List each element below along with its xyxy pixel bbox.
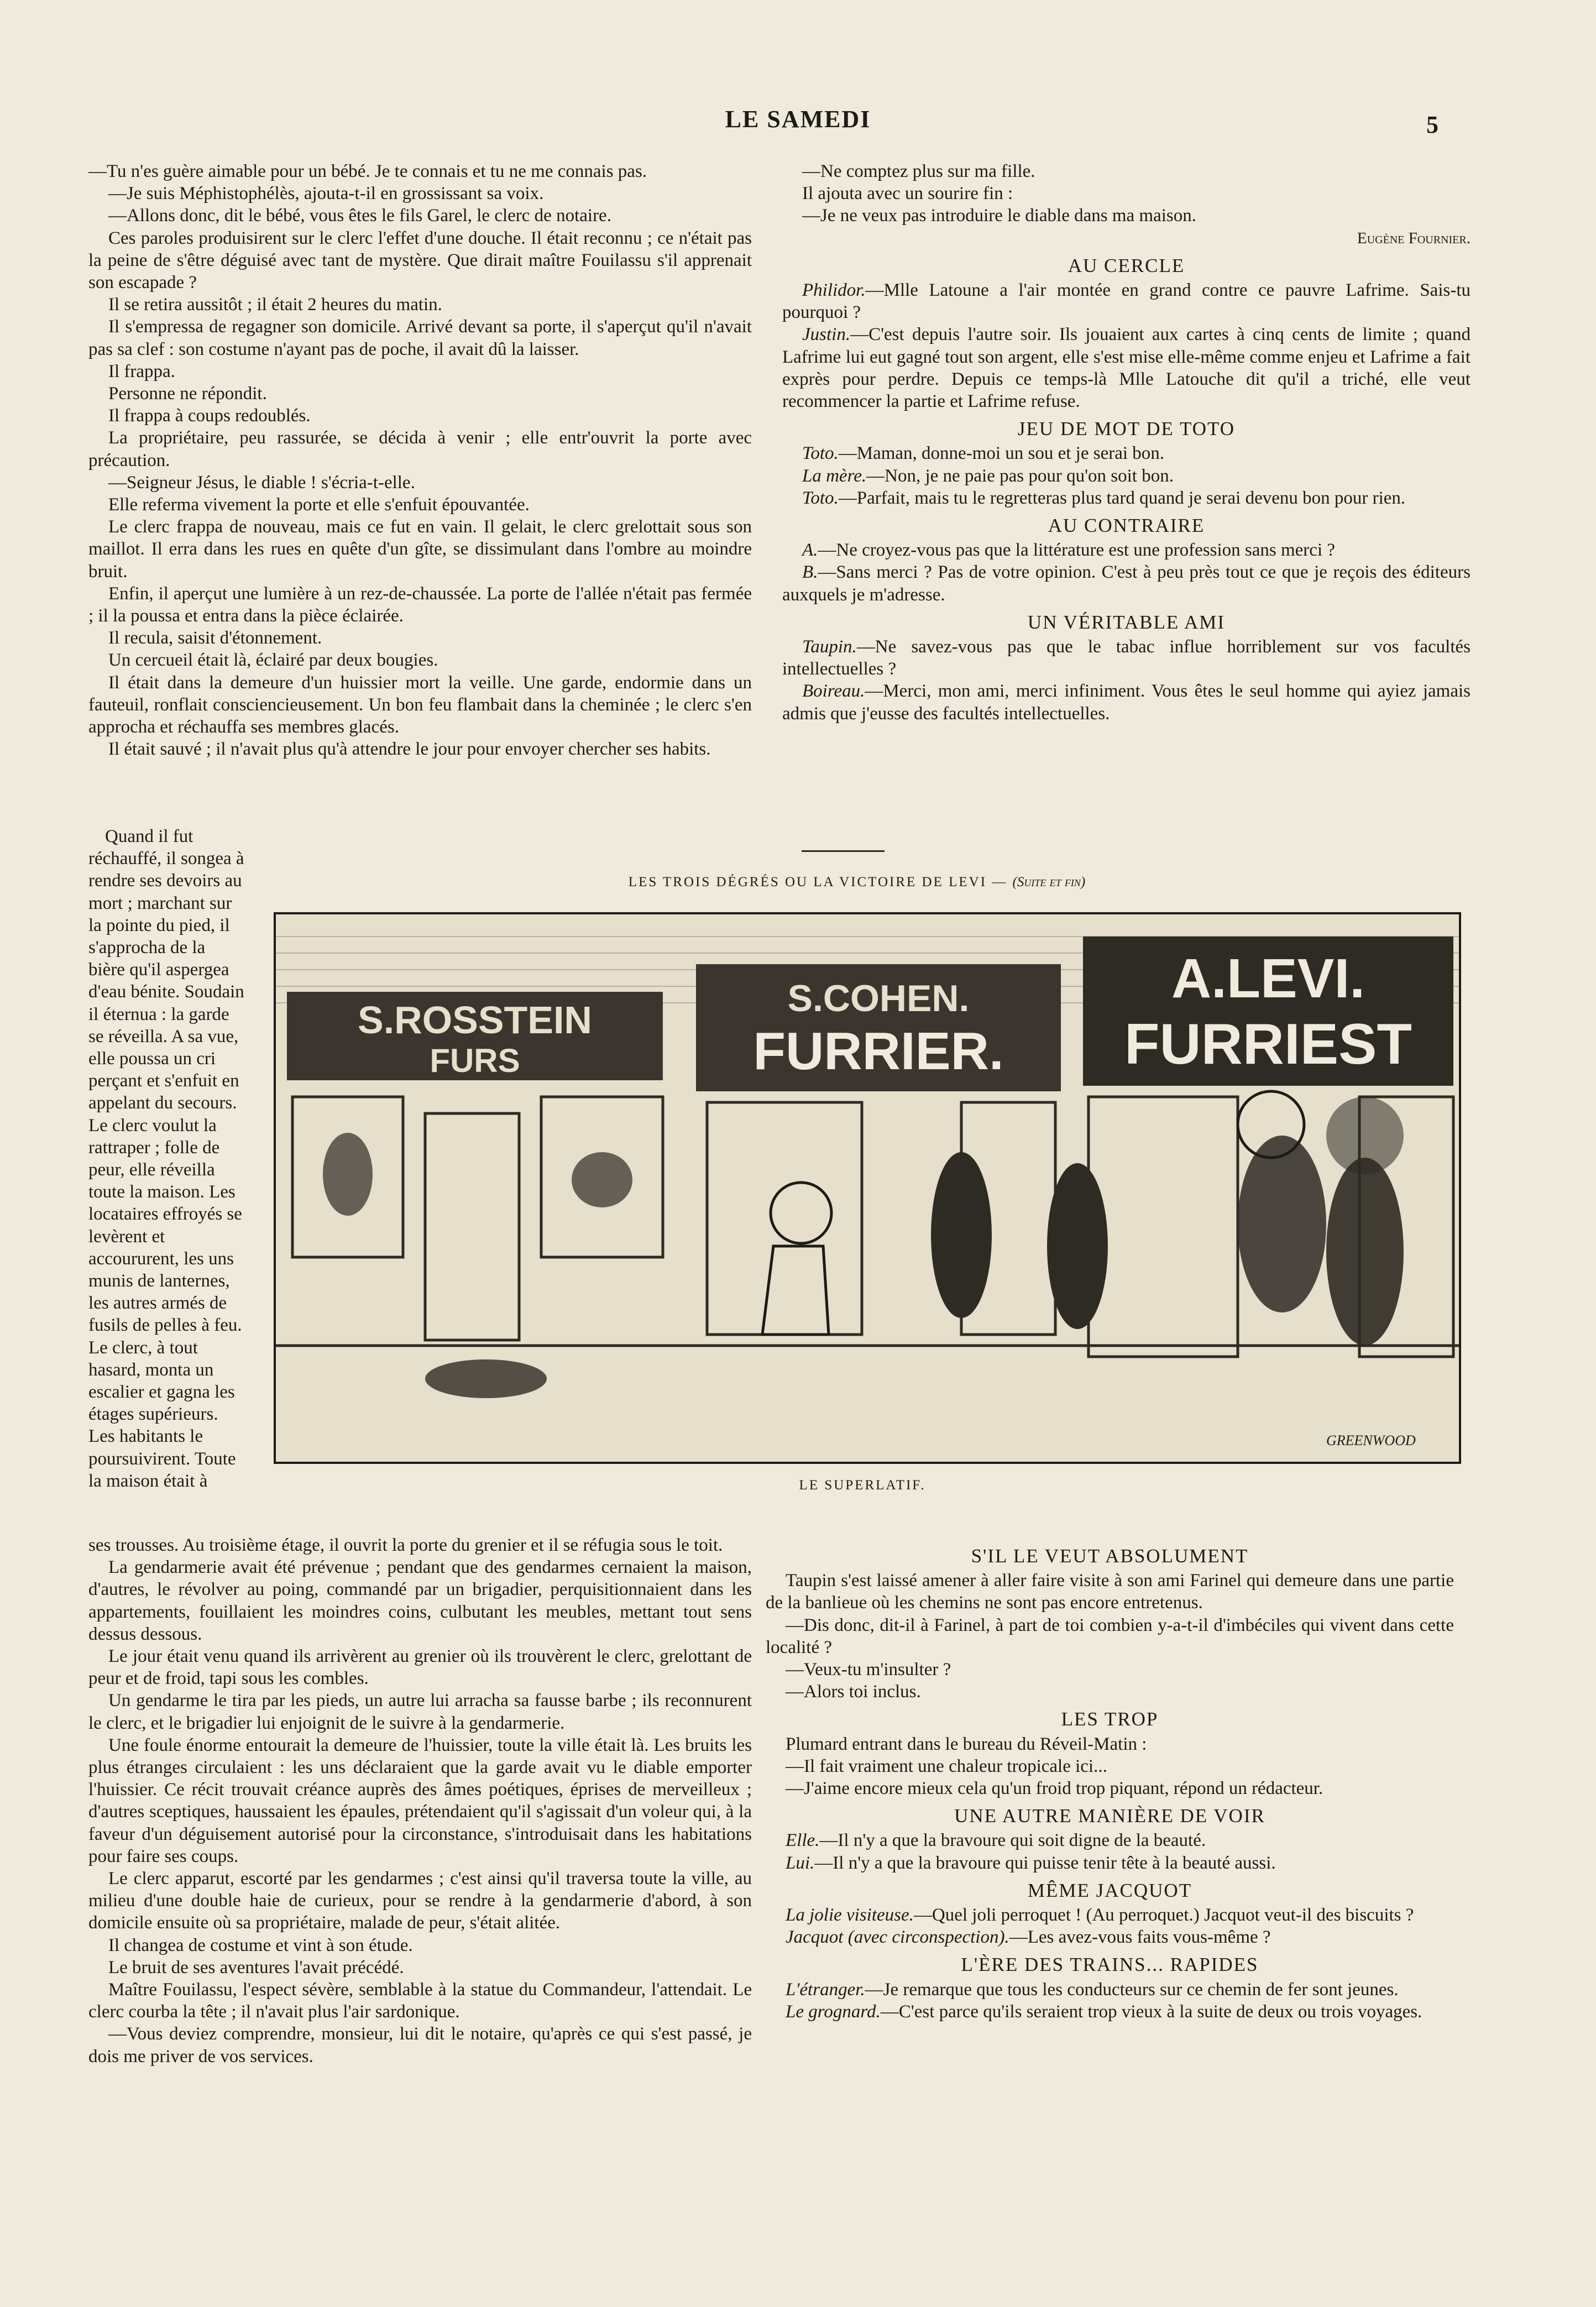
- paragraph: Il changea de costume et vint à son étude.: [108, 1935, 413, 1955]
- speaker-name: Le grognard.: [786, 2001, 881, 2022]
- cartoon-caption: LE SUPERLATIF.: [799, 1478, 926, 1493]
- paragraph: —Alors toi inclus.: [786, 1682, 921, 1702]
- paragraph: Il était dans la demeure d'un huissier mort la veille. Une garde, endormie dans un fauteuil, ronflait consciencieusement. Un bon feu flambait dans la cheminée ; le clerc s'en approcha et réchauffa ses membres glacés.: [88, 672, 752, 737]
- sign-cohen: S.COHEN.: [787, 977, 970, 1019]
- cartoon-illustration: [274, 912, 1461, 1464]
- dialogue-line: [782, 636, 1471, 680]
- dialogue-text: —Non, je ne paie pas pour qu'on soit bon.: [866, 465, 1174, 486]
- right-column-top: [782, 160, 1471, 725]
- paragraph: Il frappa.: [108, 361, 175, 381]
- masthead: LE SAMEDI: [725, 106, 871, 133]
- section-heading: UN VÉRITABLE AMI: [1027, 611, 1226, 633]
- speaker-name: Toto.: [802, 443, 839, 464]
- author-signature: Eugène Fournier.: [1357, 229, 1471, 247]
- paragraph: Enfin, il aperçut une lumière à un rez-de-chaussée. La porte de l'allée n'était pas fermée ; il la poussa et entra dans la pièce éclairée.: [88, 583, 752, 626]
- paragraph: —Dis donc, dit-il à Farinel, à part de toi combien y-a-t-il d'imbéciles qui vivent dans cette localité ?: [766, 1615, 1454, 1657]
- dialogue-line: [766, 1852, 1454, 1874]
- left-column-bottom: [88, 1534, 752, 2068]
- sign-furriest: FURRIEST: [1124, 1012, 1412, 1076]
- cartoon-title: LES TROIS DÉGRÉS OU LA VICTOIRE DE LEVI — (Suite et fin): [628, 875, 1086, 890]
- paragraph: —Je suis Méphistophélès, ajouta-t-il en grossissant sa voix.: [108, 184, 544, 204]
- dialogue-text: —Il n'y a que la bravoure qui puisse tenir tête à la beauté aussi.: [814, 1853, 1276, 1873]
- dialogue-line: [782, 465, 1471, 487]
- dialogue-text: —Quel joli perroquet ! (Au perroquet.) Jacquot veut-il des biscuits ?: [913, 1905, 1414, 1926]
- paragraph: Il s'empressa de regagner son domicile. Arrivé devant sa porte, il s'aperçut qu'il n'avait pas sa clef : son costume n'ayant pas de poche, il avait dû la laisser.: [88, 317, 752, 359]
- paragraph: Une foule énorme entourait la demeure de l'huissier, toute la ville était là. Les bruits les plus étranges circulaient : les uns déclaraient que la garde avait vu le diable emporter l'huissier. Ce récit trouvait créance auprès des âmes poétiques, éprises de merveilleux ; d'autres sceptiques, haussaient les épaules, prétendaient qu'il s'agissait d'un voleur qui, à la faveur d'un déguisement autorisé pour la circonstance, s'introduisait dans les habitations pour faire ses coups.: [88, 1735, 752, 1866]
- dialogue-text: —Sans merci ? Pas de votre opinion. C'est à peu près tout ce que je reçois des éditeurs auxquels je m'adresse.: [782, 562, 1471, 605]
- speaker-name: A.: [802, 540, 818, 561]
- dialogue-line: [782, 323, 1471, 412]
- speaker-name: Lui.: [786, 1853, 815, 1873]
- speaker-name: La jolie visiteuse.: [786, 1905, 914, 1926]
- section-heading: AU CONTRAIRE: [1048, 515, 1205, 537]
- dialogue-line: [782, 442, 1471, 464]
- speaker-name: Boireau.: [802, 681, 865, 702]
- speaker-name: La mère.: [802, 465, 867, 486]
- paragraph: Elle referma vivement la porte et elle s'enfuit épouvantée.: [108, 495, 530, 515]
- dialogue-line: [766, 1979, 1454, 2001]
- paragraph: —Allons donc, dit le bébé, vous êtes le fils Garel, le clerc de notaire.: [108, 206, 611, 226]
- paragraph: Le jour était venu quand ils arrivèrent au grenier où ils trouvèrent le clerc, grelottant de peur et de froid, tapi sous les combles.: [88, 1646, 752, 1689]
- section-heading: JEU DE MOT DE TOTO: [1017, 418, 1236, 440]
- paragraph: Il frappa à coups redoublés.: [108, 406, 311, 426]
- paragraph: —Tu n'es guère aimable pour un bébé. Je te connais et tu ne me connais pas.: [88, 161, 647, 181]
- paragraph: La propriétaire, peu rassurée, se décida à venir ; elle entr'ouvrit la porte avec précaution.: [88, 428, 752, 470]
- right-column-bottom: [766, 1540, 1454, 2023]
- paragraph: Il recula, saisit d'étonnement.: [108, 628, 322, 648]
- dialogue-text: —Mlle Latoune a l'air montée en grand contre ce pauvre Lafrime. Sais-tu pourquoi ?: [782, 280, 1471, 323]
- dialogue-text: —C'est parce qu'ils seraient trop vieux à la suite de deux ou trois voyages.: [880, 2001, 1422, 2022]
- paragraph: Le clerc apparut, escorté par les gendarmes ; c'est ainsi qu'il traversa toute la ville, au milieu d'une double haie de curieux, pour se rendre à la gendarmerie d'abord, à son domicile ensuite où sa propriétaire, malade de peur, s'était alitée.: [88, 1869, 752, 1933]
- section-heading: UNE AUTRE MANIÈRE DE VOIR: [954, 1805, 1265, 1827]
- dialogue-text: —Les avez-vous faits vous-même ?: [1009, 1927, 1271, 1948]
- sign-rosstein: S.ROSSTEIN: [358, 998, 592, 1042]
- dialogue-text: —Je remarque que tous les conducteurs sur ce chemin de fer sont jeunes.: [865, 1979, 1399, 2000]
- speaker-name: Jacquot (avec circonspection).: [786, 1927, 1009, 1948]
- paragraph: Un gendarme le tira par les pieds, un autre lui arracha sa fausse barbe ; ils reconnurent le clerc, et le brigadier lui enjoignit de le suivre à la gendarmerie.: [88, 1691, 752, 1733]
- speaker-name: Toto.: [802, 488, 839, 508]
- paragraph: Ces paroles produisirent sur le clerc l'effet d'une douche. Il était reconnu ; ce n'était pas la peine de s'être déguisé avec tant de mystère. Que dirait maître Fouilassu s'il apprenait son escapade ?: [88, 228, 752, 293]
- paragraph: —Ne comptez plus sur ma fille.: [802, 161, 1035, 181]
- paragraph: —Vous deviez comprendre, monsieur, lui dit le notaire, qu'après ce qui s'est passé, je dois me priver de vos services.: [88, 2024, 752, 2067]
- artist-signature: GREENWOOD: [1326, 1432, 1416, 1448]
- dialogue-line: [782, 487, 1471, 509]
- paragraph: Maître Fouilassu, l'espect sévère, semblable à la statue du Commandeur, l'attendait. Le clerc courba la tête ; il n'avait plus l'air sardonique.: [88, 1980, 752, 2022]
- dialogue-line: [766, 2001, 1454, 2023]
- dialogue-text: —C'est depuis l'autre soir. Ils jouaient aux cartes à cinq cents de limite ; quand Lafrime lui eut gagné tout son argent, elle s'est mise elle-même comme enjeu et Lafrime a fait exprès pour perdre. Depuis ce temps-là Mlle Latouche dit qu'il a triché, elle veut recommencer la partie et Lafrime refuse.: [782, 325, 1471, 412]
- narrow-paragraph: Quand il fut réchauffé, il songea à rendre ses devoirs au mort ; marchant sur la pointe du pied, il s'approcha de la bière qu'il aspergea d'eau bénite. Soudain il éternua : la garde se réveilla. A sa vue, elle poussa un cri perçant et s'enfuit en appelant du secours. Le clerc voulut la rattraper ; folle de peur, elle réveilla toute la maison. Les locataires effroyés se levèrent et accoururent, les uns munis de lanternes, les autres armés de fusils de pelles à feu. Le clerc, à tout hasard, monta un escalier et gagna les étages supérieurs. Les habitants le poursuivirent. Toute la maison était à: [88, 826, 244, 1491]
- sign-furs: FURS: [430, 1042, 520, 1079]
- paragraph: Plumard entrant dans le bureau du Réveil-Matin :: [786, 1734, 1147, 1754]
- dialogue-line: [782, 279, 1471, 323]
- dialogue-text: —Il n'y a que la bravoure qui soit digne de la beauté.: [819, 1830, 1206, 1851]
- paragraph: —Seigneur Jésus, le diable ! s'écria-t-elle.: [108, 472, 415, 493]
- sign-levi: A.LEVI.: [1171, 948, 1365, 1009]
- dialogue-text: —Merci, mon ami, merci infiniment. Vous êtes le seul homme qui ayiez jamais admis que j'eusse des facultés intellectuelles.: [782, 681, 1471, 724]
- paragraph: Taupin s'est laissé amener à aller faire visite à son ami Farinel qui demeure dans une partie de la banlieue où les chemins ne sont pas encore entretenus.: [766, 1571, 1454, 1613]
- dialogue-text: —Maman, donne-moi un sou et je serai bon.: [838, 443, 1165, 464]
- paragraph: —Veux-tu m'insulter ?: [786, 1660, 951, 1680]
- section-heading: S'IL LE VEUT ABSOLUMENT: [971, 1545, 1249, 1567]
- paragraph: Il se retira aussitôt ; il était 2 heures du matin.: [108, 295, 442, 315]
- dialogue-text: —Ne savez-vous pas que le tabac influe horriblement sur vos facultés intellectuelles ?: [782, 637, 1471, 679]
- paragraph: Le clerc frappa de nouveau, mais ce fut en vain. Il gelait, le clerc grelottait sous son maillot. Il erra dans les rues en quête d'un gîte, se dissimulant dans l'ombre au moindre bruit.: [88, 517, 752, 582]
- paragraph: La gendarmerie avait été prévenue ; pendant que des gendarmes cernaient la maison, d'autres, le révolver au poing, commandé par un brigadier, perquisitionnaient dans les appartements, fouillaient les moindres coins, culbutant les meubles, mettant tout sens dessus dessous.: [88, 1557, 752, 1644]
- speaker-name: Elle.: [786, 1830, 820, 1851]
- paragraph: —Il fait vraiment une chaleur tropicale ici...: [786, 1756, 1107, 1776]
- paragraph: Le bruit de ses aventures l'avait précédé.: [108, 1957, 404, 1978]
- dialogue-line: [782, 680, 1471, 724]
- section-heading: LES TROP: [1061, 1708, 1159, 1730]
- speaker-name: Philidor.: [802, 280, 866, 301]
- left-column-narrow: [88, 825, 244, 1492]
- paragraph: Il était sauvé ; il n'avait plus qu'à attendre le jour pour envoyer chercher ses habits.: [108, 739, 711, 760]
- column-rule: [802, 850, 885, 852]
- speaker-name: Justin.: [802, 325, 851, 345]
- speaker-name: B.: [802, 562, 818, 583]
- paragraph: —Je ne veux pas introduire le diable dans ma maison.: [802, 206, 1196, 226]
- speaker-name: L'étranger.: [786, 1979, 865, 2000]
- left-column-top: [88, 160, 752, 760]
- paragraph: —J'aime encore mieux cela qu'un froid trop piquant, répond un rédacteur.: [786, 1778, 1323, 1799]
- dialogue-line: [766, 1904, 1454, 1926]
- section-heading: AU CERCLE: [1068, 254, 1185, 276]
- section-heading: MÊME JACQUOT: [1027, 1879, 1192, 1901]
- speaker-name: Taupin.: [802, 637, 857, 657]
- dialogue-text: —Ne croyez-vous pas que la littérature est une profession sans merci ?: [818, 540, 1336, 561]
- dialogue-text: —Parfait, mais tu le regretteras plus tard quand je serai devenu bon pour rien.: [838, 488, 1406, 508]
- paragraph: Un cercueil était là, éclairé par deux bougies.: [108, 650, 438, 671]
- paragraph: ses trousses. Au troisième étage, il ouvrit la porte du grenier et il se réfugia sous le toit.: [88, 1535, 723, 1555]
- sign-furrier: FURRIER.: [753, 1022, 1004, 1081]
- dialogue-line: [766, 1926, 1454, 1948]
- paragraph: Il ajouta avec un sourire fin :: [802, 184, 1013, 204]
- paragraph: Personne ne répondit.: [108, 384, 267, 404]
- dialogue-line: [766, 1829, 1454, 1851]
- section-heading: L'ÈRE DES TRAINS... RAPIDES: [961, 1954, 1259, 1976]
- dialogue-line: [782, 539, 1471, 561]
- page-number: 5: [1426, 111, 1438, 138]
- dialogue-line: [782, 561, 1471, 605]
